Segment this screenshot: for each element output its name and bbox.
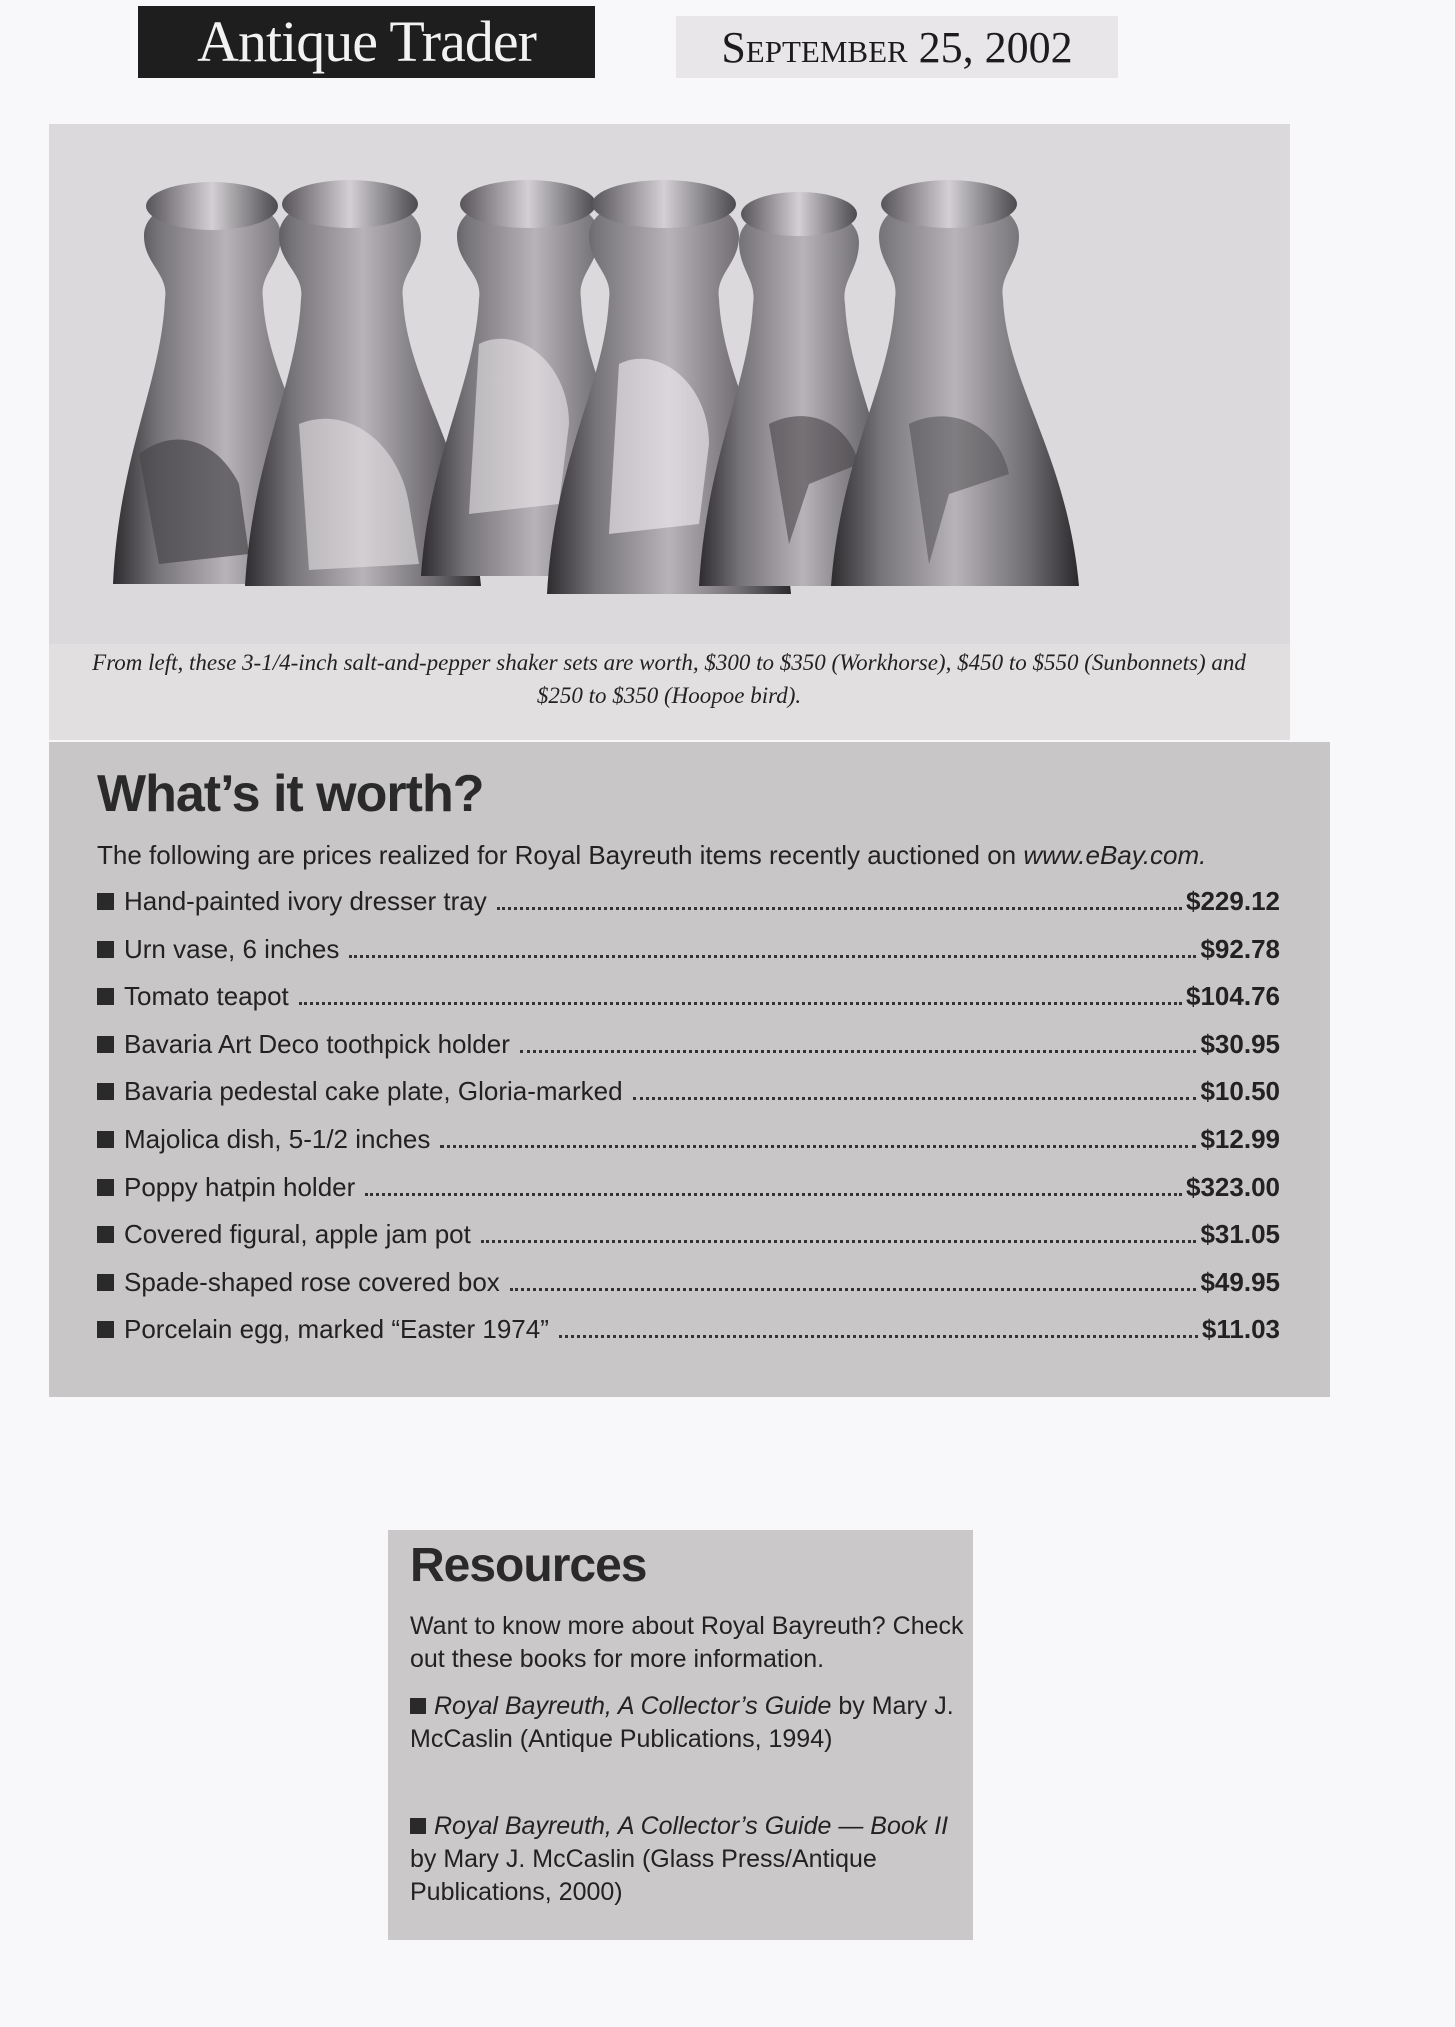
item-name: Poppy hatpin holder xyxy=(124,1171,356,1202)
price-item xyxy=(97,1076,1280,1124)
date-text: September 25, 2002 xyxy=(721,23,1073,72)
dot-leader xyxy=(633,1097,1197,1100)
price-item xyxy=(97,1267,1280,1315)
item-price: $11.03 xyxy=(1201,1314,1280,1345)
bullet-square-icon xyxy=(97,1083,114,1100)
dot-leader xyxy=(299,1002,1182,1005)
item-name: Majolica dish, 5-1/2 inches xyxy=(124,1123,431,1154)
book-entry xyxy=(410,1690,955,1756)
price-item xyxy=(97,1314,1280,1362)
bullet-square-icon xyxy=(97,1321,114,1338)
price-list xyxy=(97,886,1280,1362)
item-price: $30.95 xyxy=(1200,1028,1280,1059)
resources-intro: Want to know more about Royal Bayreuth? Check out these books for more information. xyxy=(410,1612,964,1673)
item-price: $31.05 xyxy=(1200,1219,1280,1250)
dot-leader xyxy=(510,1288,1197,1291)
price-item xyxy=(97,1219,1280,1267)
item-price: $49.95 xyxy=(1200,1266,1280,1297)
bullet-square-icon xyxy=(97,988,114,1005)
item-price: $229.12 xyxy=(1186,886,1280,916)
photo-clipping xyxy=(49,124,1290,740)
price-item xyxy=(97,981,1280,1029)
item-name: Tomato teapot xyxy=(124,981,289,1012)
item-name: Covered figural, apple jam pot xyxy=(124,1219,471,1250)
book-title: Royal Bayreuth, A Collector’s Guide xyxy=(434,1692,832,1720)
price-item xyxy=(97,1172,1280,1220)
item-price: $92.78 xyxy=(1200,933,1280,964)
item-name: Spade-shaped rose covered box xyxy=(124,1266,500,1297)
item-name: Porcelain egg, marked “Easter 1974” xyxy=(124,1314,549,1345)
publication-date xyxy=(676,16,1118,78)
item-price: $104.76 xyxy=(1186,981,1280,1012)
bullet-square-icon xyxy=(410,1818,426,1834)
book-details: by Mary J. McCaslin (Glass Press/Antique Publications, 2000) xyxy=(410,1845,877,1906)
whats-it-worth-box xyxy=(49,742,1330,1397)
book-entry xyxy=(410,1810,955,1909)
worth-title: What’s it worth? xyxy=(97,765,484,823)
item-price: $323.00 xyxy=(1186,1171,1280,1202)
bullet-square-icon xyxy=(97,1274,114,1291)
dot-leader xyxy=(497,907,1182,910)
photo-caption: From left, these 3-1/4-inch salt-and-pepper shaker sets are worth, $300 to $350 (Workhorse), $450 to $550 (Sunbonnets) and $250 to $350 (Hoopoe bird). xyxy=(92,650,1246,708)
item-name: Urn vase, 6 inches xyxy=(124,933,340,964)
resources-title: Resources xyxy=(410,1539,647,1592)
resources-box xyxy=(388,1530,973,1940)
shaker-sets-photo xyxy=(49,124,1290,644)
bullet-square-icon xyxy=(97,1179,114,1196)
item-price: $10.50 xyxy=(1200,1076,1280,1107)
masthead-antique-trader xyxy=(138,6,595,78)
item-name: Bavaria Art Deco toothpick holder xyxy=(124,1028,510,1059)
bullet-square-icon xyxy=(97,893,114,910)
bullet-square-icon xyxy=(97,941,114,958)
bullet-square-icon xyxy=(97,1036,114,1053)
worth-intro xyxy=(97,840,1327,871)
dot-leader xyxy=(520,1050,1197,1053)
dot-leader xyxy=(559,1335,1198,1338)
price-item xyxy=(97,934,1280,982)
bullet-square-icon xyxy=(97,1226,114,1243)
publication-name: Antique Trader xyxy=(197,9,536,74)
dot-leader xyxy=(440,1145,1196,1148)
dot-leader xyxy=(365,1193,1182,1196)
price-item xyxy=(97,1124,1280,1172)
bullet-square-icon xyxy=(410,1698,426,1714)
dot-leader xyxy=(481,1240,1197,1243)
item-price: $12.99 xyxy=(1200,1123,1280,1154)
dot-leader xyxy=(349,955,1196,958)
bullet-square-icon xyxy=(97,1131,114,1148)
book-details: by Mary J. McCaslin (Antique Publications, 1994) xyxy=(410,1692,954,1753)
worth-intro-site: www.eBay.com. xyxy=(1023,840,1207,870)
item-name: Bavaria pedestal cake plate, Gloria-marked xyxy=(124,1076,623,1107)
item-name: Hand-painted ivory dresser tray xyxy=(124,886,487,916)
price-item xyxy=(97,886,1280,934)
book-title: Royal Bayreuth, A Collector’s Guide — Book II xyxy=(434,1812,949,1840)
price-item xyxy=(97,1029,1280,1077)
worth-intro-text: The following are prices realized for Royal Bayreuth items recently auctioned on xyxy=(97,840,1017,870)
